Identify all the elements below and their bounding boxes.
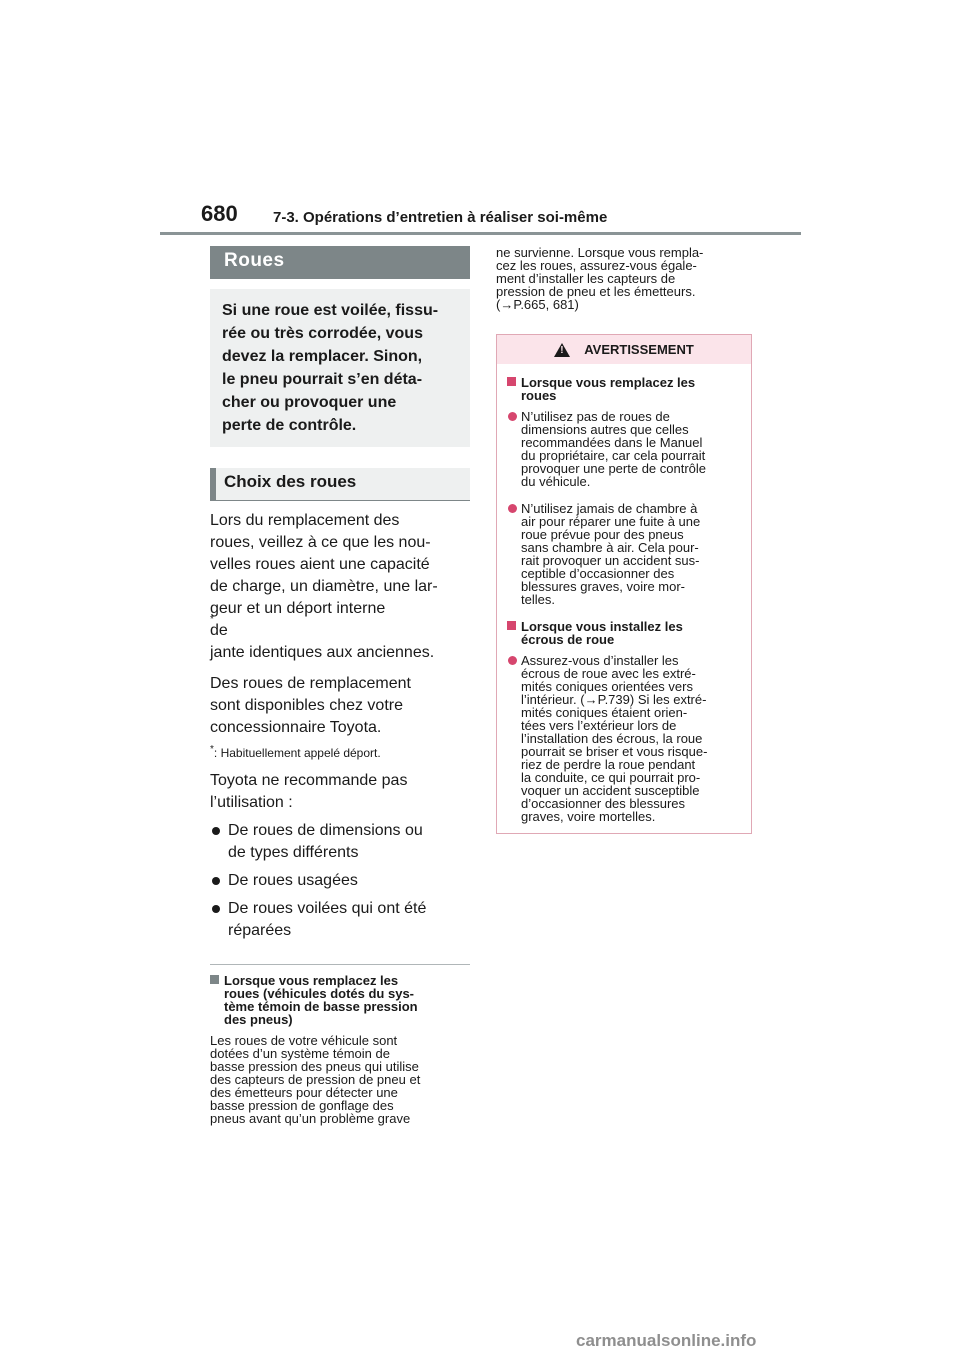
intro-line: Si une roue est voilée, fissu-: [222, 302, 439, 319]
text-line: basse pression de gonflage des: [210, 1098, 394, 1113]
text-line: tème témoin de basse pression: [224, 999, 418, 1014]
paragraph-selection: [210, 510, 470, 664]
text-line: ceptible d’occasionner des: [521, 566, 675, 581]
warning-box: [496, 334, 752, 834]
warning-subheading: [507, 376, 743, 402]
text-line: basse pression des pneus qui utilise: [210, 1059, 419, 1074]
small-paragraph: [210, 1034, 470, 1125]
text-line: mités coniques étaient orien-: [521, 705, 688, 720]
page-number: 680: [201, 201, 238, 226]
bullet-item: [210, 820, 470, 864]
sub-heading: [210, 974, 470, 1026]
warning-subheading: [507, 620, 743, 646]
section-title: 7-3. Opérations d’entretien à réaliser soi-même: [273, 209, 608, 226]
text-line: velles roues aient une capacité: [210, 556, 430, 573]
bullet-dot-icon: [508, 656, 517, 665]
intro-line: rée ou très corrodée, vous: [222, 325, 423, 342]
text-line: de charge, un diamètre, une lar-: [210, 578, 438, 595]
text-line: provoquer une perte de contrôle: [521, 461, 707, 476]
footnote: [210, 745, 470, 761]
text-line: dotées d’un système témoin de: [210, 1046, 390, 1061]
text-line: Assurez-vous d’installer les: [521, 653, 679, 668]
text-line: De roues voilées qui ont été: [228, 900, 427, 917]
text-line: Lorsque vous remplacez les: [224, 973, 399, 988]
text-line: écrous de roue avec les extré-: [521, 666, 696, 681]
paragraph-not-recommended: [210, 770, 470, 814]
text-line: l’installation des écrous, la roue: [521, 731, 703, 746]
text-line: rait provoquer un accident sus-: [521, 553, 700, 568]
warning-triangle-icon: [554, 343, 570, 357]
warning-item: [507, 502, 743, 606]
text-line: sans chambre à air. Cela pour-: [521, 540, 699, 555]
text-line: N’utilisez jamais de chambre à: [521, 501, 698, 516]
text-line: réparées: [228, 922, 292, 939]
bullet-dot-icon: [212, 877, 220, 885]
text-line: Toyota ne recommande pas: [210, 772, 408, 789]
right-column: [496, 246, 752, 834]
text-line: ment d’installer les capteurs de: [496, 271, 676, 286]
intro-line: le pneu pourrait s’en déta-: [222, 371, 423, 388]
text-line: tées vers l’extérieur lors de: [521, 718, 677, 733]
text-line: des pneus): [224, 1012, 293, 1027]
text-line: Lorsque vous remplacez les: [521, 375, 696, 390]
text-line: l’utilisation :: [210, 794, 293, 811]
intro-line: devez la remplacer. Sinon,: [222, 348, 423, 365]
warning-title: AVERTISSEMENT: [584, 342, 694, 357]
continued-paragraph: [496, 246, 752, 311]
warning-body: [497, 364, 751, 833]
text-line: écrous de roue: [521, 632, 615, 647]
header-rule: [160, 232, 801, 235]
warning-header: [497, 335, 751, 364]
text-line: d’occasionner des blessures: [521, 796, 686, 811]
text-line: la conduite, ce qui pourrait pro-: [521, 770, 701, 785]
bullet-dot-icon: [212, 905, 220, 913]
text-line: graves, voire mortelles.: [521, 809, 656, 824]
bullet-dot-icon: [508, 412, 517, 421]
text-line: concessionnaire Toyota.: [210, 719, 382, 736]
text-line: Lorsque vous installez les: [521, 619, 683, 634]
text-line: air pour réparer une fuite à une: [521, 514, 701, 529]
text-line: roues, veillez à ce que les nou-: [210, 534, 431, 551]
intro-line: perte de contrôle.: [222, 417, 357, 434]
text-line: voquer un accident susceptible: [521, 783, 700, 798]
text-line: l’intérieur. (→P.739) Si les extré-: [521, 692, 707, 707]
square-bullet-icon: [210, 975, 219, 984]
page-reference: (→P.665, 681): [496, 297, 579, 312]
square-bullet-icon: [507, 621, 516, 630]
text-line: pneus avant qu’un problème grave: [210, 1111, 411, 1126]
text-line: roues (véhicules dotés du sys-: [224, 986, 415, 1001]
text-line: Des roues de remplacement: [210, 675, 411, 692]
warning-item: [507, 410, 743, 488]
warning-item: [507, 654, 743, 823]
text-line: du véhicule.: [521, 474, 591, 489]
square-bullet-icon: [507, 377, 516, 386]
text-line: roue prévue pour des pneus: [521, 527, 684, 542]
text-fragment: geur et un déport interne: [210, 600, 386, 617]
text-line: du propriétaire, car cela pourrait: [521, 448, 706, 463]
text-line: des capteurs de pression de pneu et: [210, 1072, 421, 1087]
text-line: pourrait se briser et vous risque-: [521, 744, 708, 759]
text-line: roues: [521, 388, 557, 403]
text-line: des émetteurs pour détecter une: [210, 1085, 398, 1100]
text-fragment: de: [210, 622, 228, 639]
footnote-text: : Habituellement appelé déport.: [213, 746, 381, 760]
bullet-dot-icon: [212, 827, 220, 835]
text-line: recommandées dans le Manuel: [521, 435, 703, 450]
text-line: pression de pneu et les émetteurs.: [496, 284, 696, 299]
separator-rule: [210, 964, 470, 965]
choix-heading: Choix des roues: [210, 468, 470, 501]
bullet-item: [210, 870, 470, 892]
text-line: N’utilisez pas de roues de: [521, 409, 670, 424]
text-line: sont disponibles chez votre: [210, 697, 403, 714]
text-line: mités coniques orientées vers: [521, 679, 693, 694]
text-line: De roues usagées: [228, 872, 358, 889]
bullet-dot-icon: [508, 504, 517, 513]
text-line: blessures graves, voire mor-: [521, 579, 685, 594]
footnote-marker: *: [210, 744, 214, 755]
text-line: Les roues de votre véhicule sont: [210, 1033, 398, 1048]
intro-line: cher ou provoquer une: [222, 394, 397, 411]
roues-banner: Roues: [210, 246, 470, 279]
left-column: [210, 246, 470, 1125]
watermark: carmanualsonline.info: [576, 1331, 757, 1350]
text-line: riez de perdre la roue pendant: [521, 757, 696, 772]
bullet-item: [210, 898, 470, 942]
intro-box: [210, 289, 470, 447]
paragraph-dealer: [210, 673, 470, 739]
text-line-with-footnote: geur et un déport interne * de: [210, 600, 386, 639]
text-line: ne survienne. Lorsque vous rempla-: [496, 245, 704, 260]
text-line: dimensions autres que celles: [521, 422, 689, 437]
text-line: De roues de dimensions ou: [228, 822, 423, 839]
text-line: Lors du remplacement des: [210, 512, 400, 529]
text-line: jante identiques aux anciennes.: [210, 644, 435, 661]
text-line: cez les roues, assurez-vous égale-: [496, 258, 697, 273]
text-line: telles.: [521, 592, 555, 607]
text-line: de types différents: [228, 844, 359, 861]
